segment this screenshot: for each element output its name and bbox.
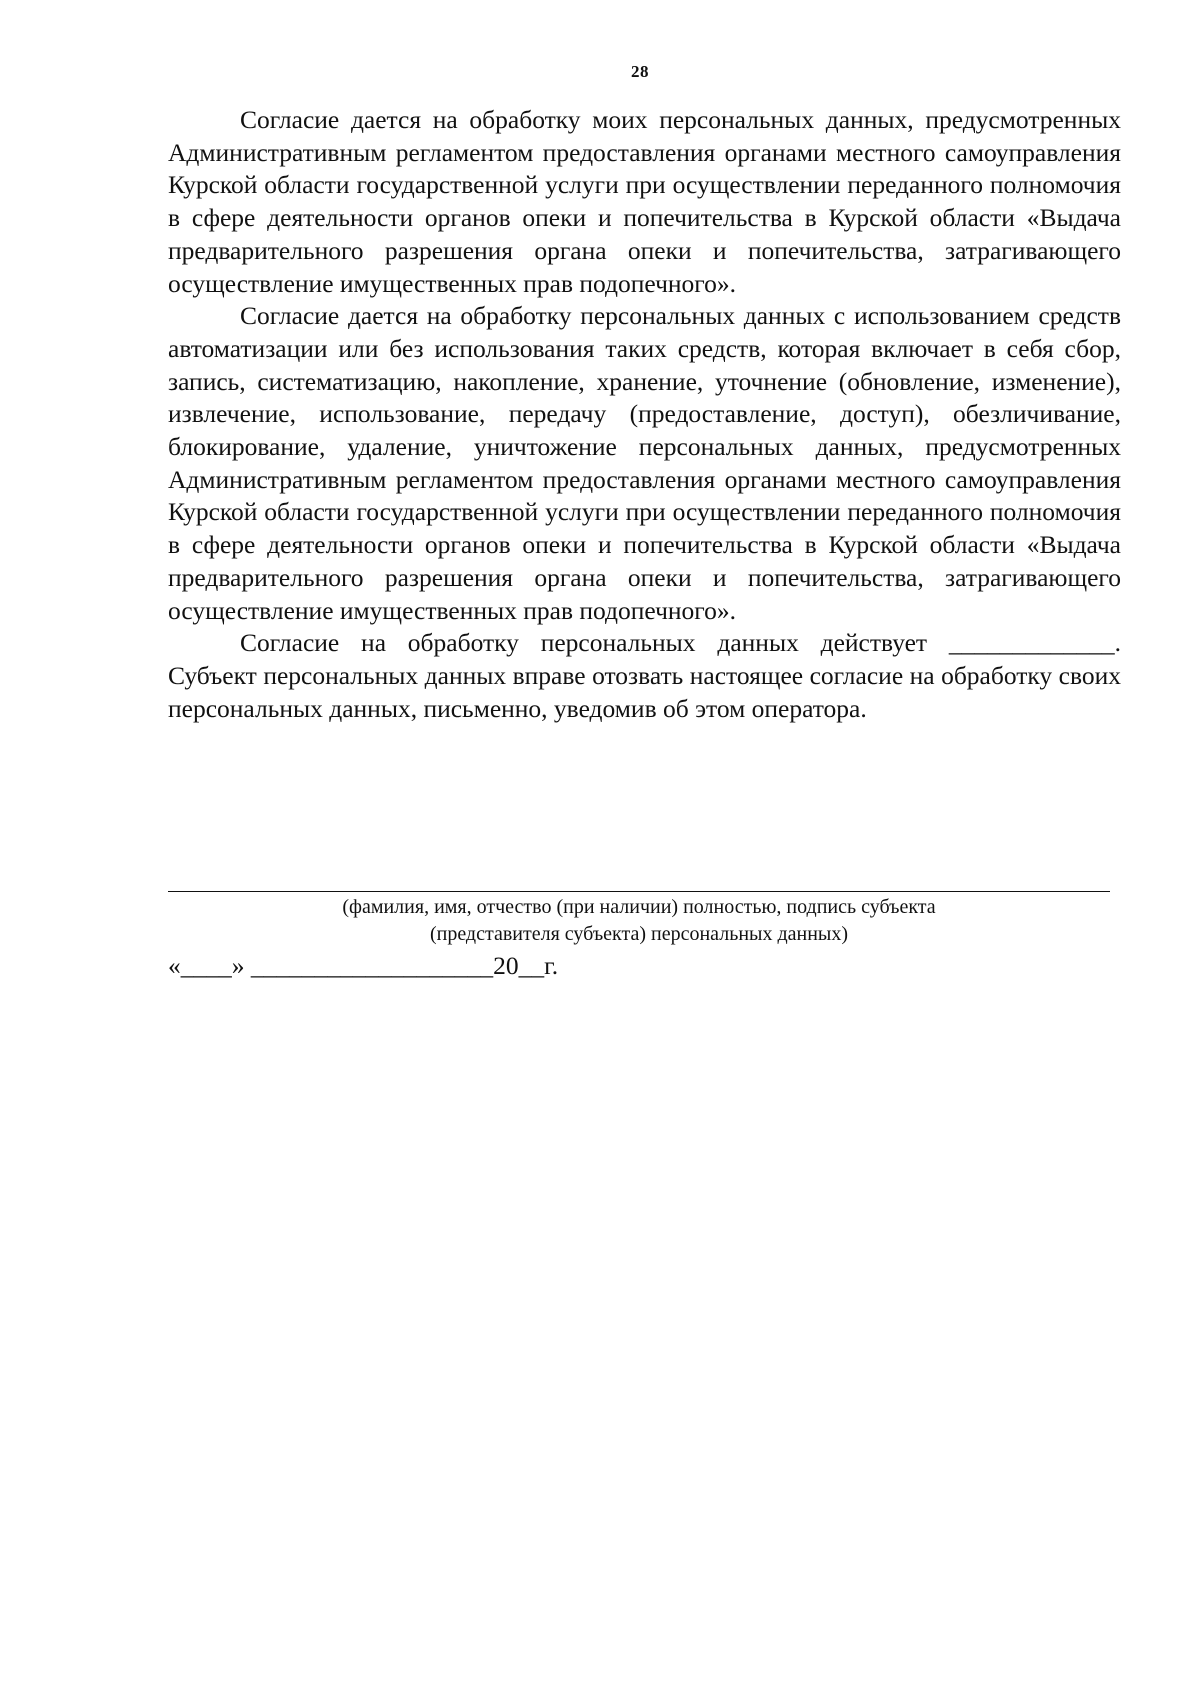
paragraph-validity-revocation: Согласие на обработку персональных данных действует _____________. Субъект персональных данных вправе отозвать настоящее согласие на обработку своих персональных данных, письменно, уведомив об этом оператора. xyxy=(168,628,1121,723)
signature-caption-line2: (представителя субъекта) персональных данных) xyxy=(429,923,849,945)
document-body xyxy=(168,104,1121,725)
paragraph-processing-actions: Согласие дается на обработку персональных данных с использованием средств автоматизации или без использования таких средств, которая включает в себя сбор, запись, систематизацию, накопление, хранение, уточнение (обновление, изменение), извлечение, использование, передачу (предоставление, доступ), обезличивание, блокирование, удаление, уничтожение персональных данных, предусмотренных Административным регламентом предоставления органами местного самоуправления Курской области государственной услуги при осуществлении переданного полномочия в сфере деятельности органов опеки и попечительства в Курской области «Выдача предварительного разрешения органа опеки и попечительства, затрагивающего осуществление имущественных прав подопечного». xyxy=(168,301,1121,625)
page-number: 28 xyxy=(631,62,649,81)
signature-line xyxy=(168,891,1110,892)
paragraph-consent-scope: Согласие дается на обработку моих персональных данных, предусмотренных Административным регламентом предоставления органами местного самоуправления Курской области государственной услуги при осуществлении переданного полномочия в сфере деятельности органов опеки и попечительства в Курской области «Выдача предварительного разрешения органа опеки и попечительства, затрагивающего осуществление имущественных прав подопечного». xyxy=(168,105,1121,298)
signature-caption xyxy=(168,894,1110,948)
signature-caption-line1: (фамилия, имя, отчество (при наличии) полностью, подпись субъекта xyxy=(342,896,936,918)
date-line: «____» ___________________20__г. xyxy=(168,951,559,980)
